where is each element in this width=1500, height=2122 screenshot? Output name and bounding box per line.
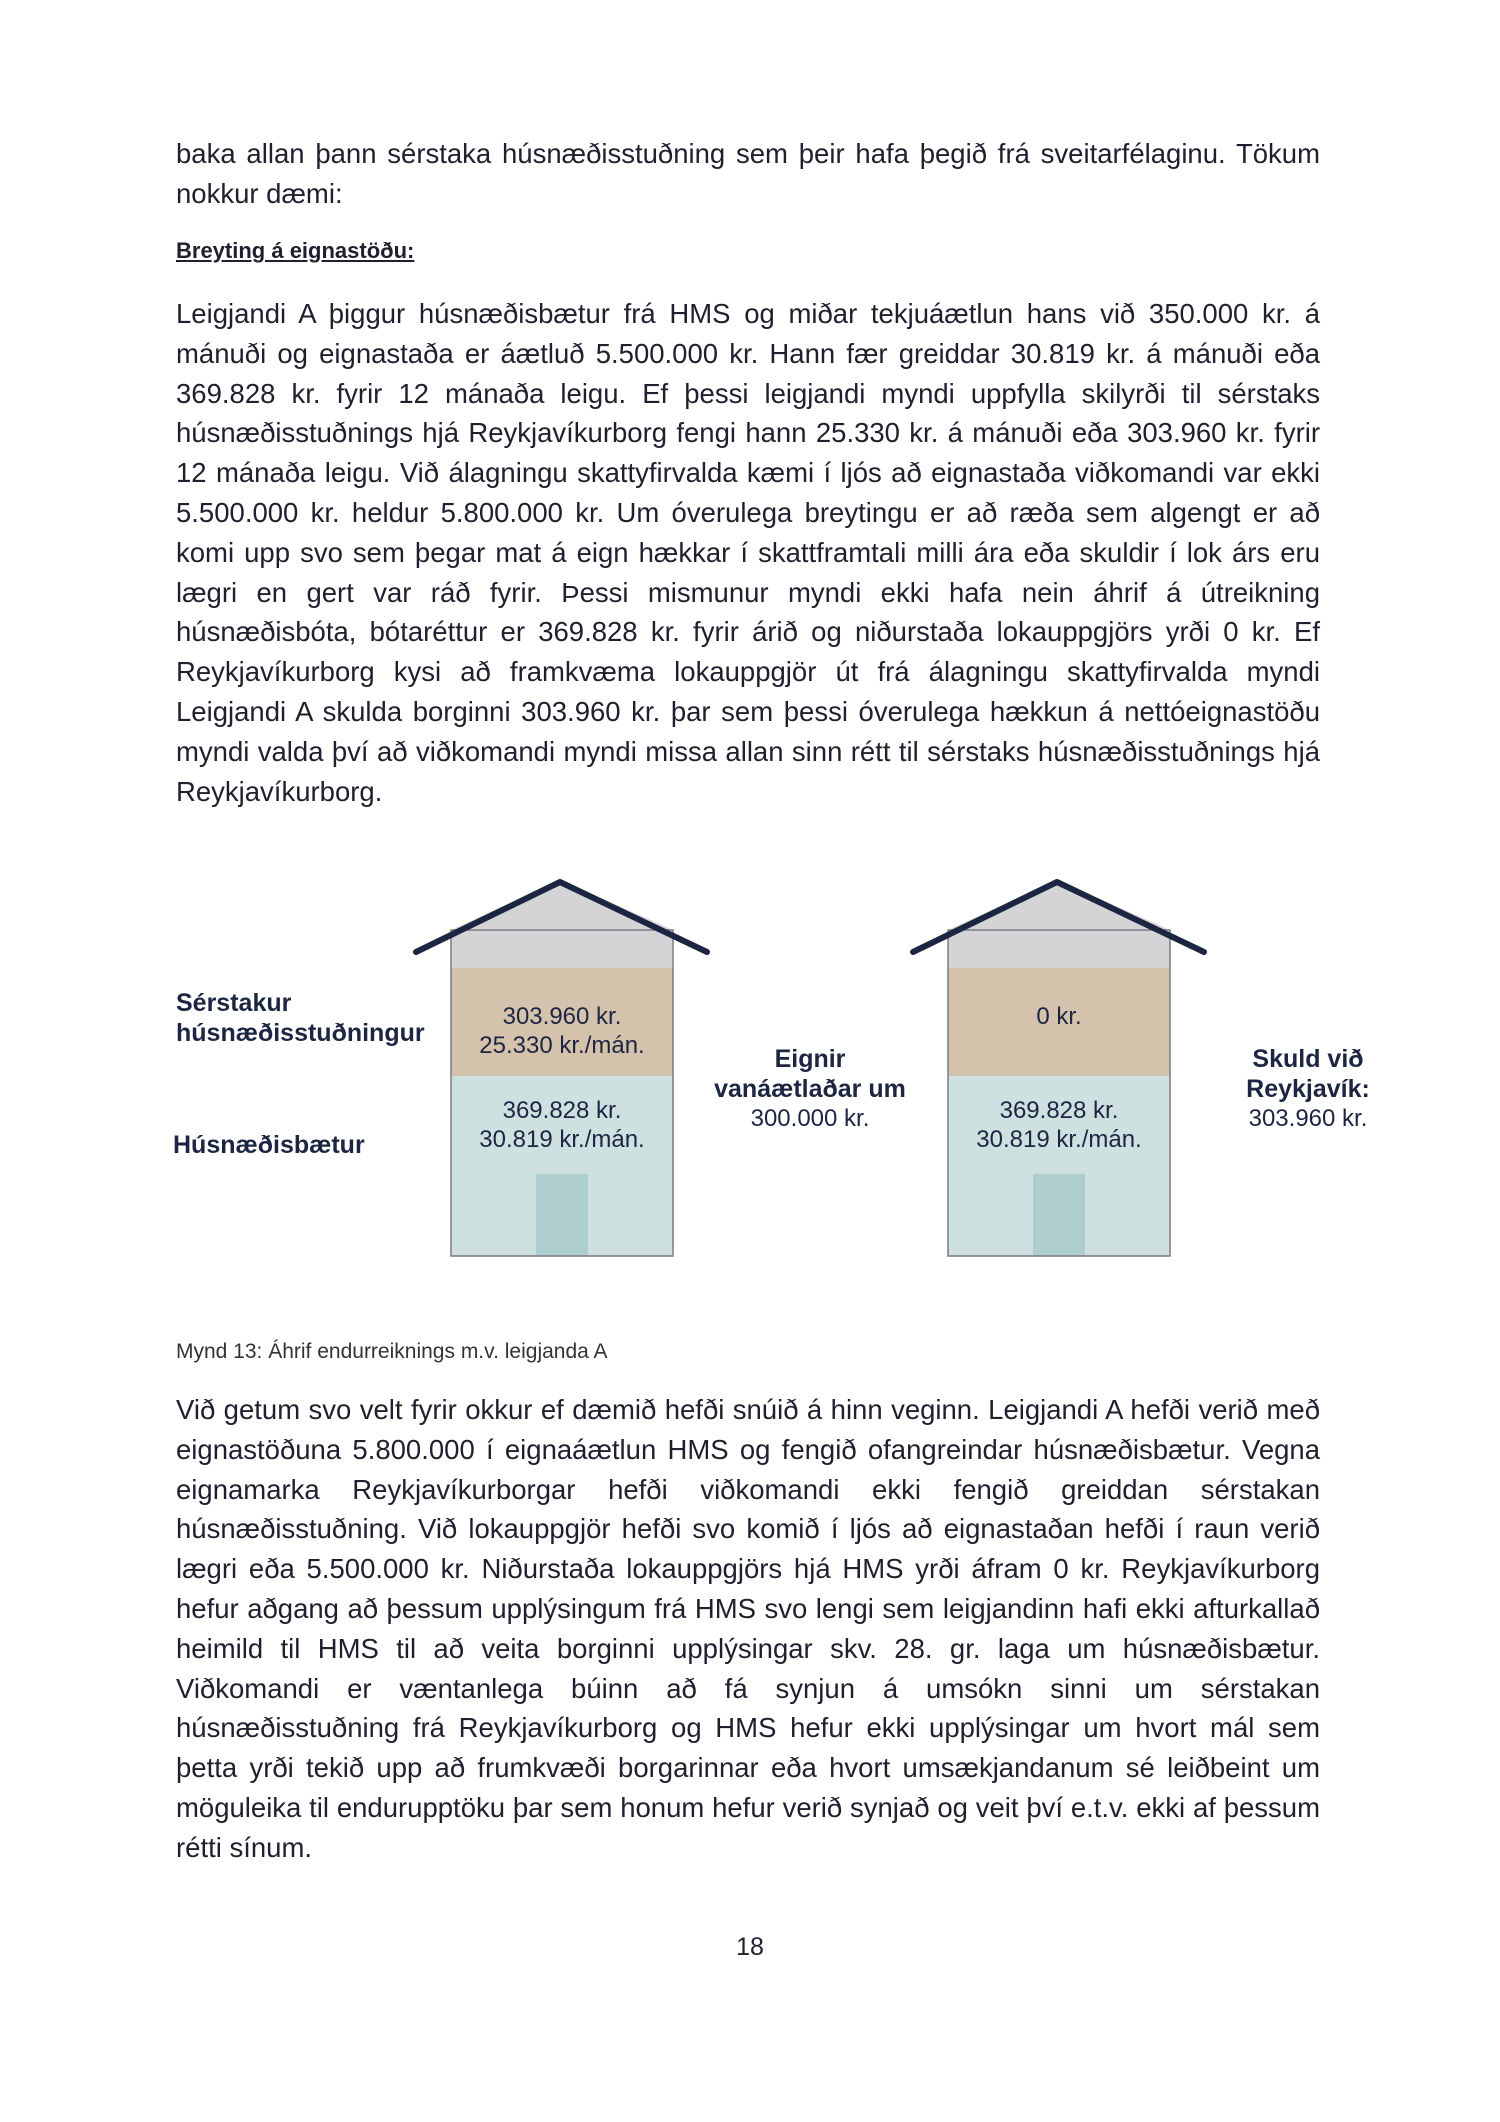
right-house (913, 880, 1204, 1256)
page-number: 18 (736, 1933, 764, 1961)
housing-benefits-label: Húsnæðisbætur (173, 1131, 365, 1159)
intro-paragraph: baka allan þann sérstaka húsnæðisstuðning sem þeir hafa þegið frá sveitarfélaginu. Tökum nokkur dæmi: (176, 138, 1320, 209)
right-house-door (1033, 1174, 1085, 1256)
figure-caption: Mynd 13: Áhrif endurreiknings m.v. leigjanda A (176, 1340, 608, 1363)
example-paragraph: Leigjandi A þiggur húsnæðisbætur frá HMS og miðar tekjuáætlun hans við 350.000 kr. á mánuði og eignastaða er áætluð 5.500.000 kr. Hann fær greiddar 30.819 kr. á mánuði eða 369.828 kr. fyrir 12 mánaða leigu. Ef þessi leigjandi myndi uppfylla skilyrði til sérstaks húsnæðisstuðnings hjá Reykjavíkurborg fengi hann 25.330 kr. á mánuði eða 303.960 kr. fyrir 12 mánaða leigu. Við álagningu skattyfirvalda kæmi í ljós að eignastaða viðkomandi var ekki 5.500.000 kr. heldur 5.800.000 kr. Um óverulega breytingu er að ræða sem algengt er að komi upp svo sem þegar mat á eign hækkar í skattframtali milli ára eða skuldir í lok árs eru lægri en gert var ráð fyrir. Þessi mismunur myndi ekki hafa nein áhrif á útreikning húsnæðisbóta, bótaréttur er 369.828 kr. fyrir árið og niðurstaða lokauppgjörs yrði 0 kr. Ef Reykjavíkurborg kysi að framkvæma lokauppgjör út frá álagningu skattyfirvalda myndi Leigjandi A skulda borginni 303.960 kr. þar sem þessi óverulega hækkun á nettóeignastöðu myndi valda því að viðkomandi myndi missa allan sinn rétt til sérstaks húsnæðisstuðnings hjá Reykjavíkurborg. (176, 298, 1320, 807)
right-house-attic (948, 880, 1170, 968)
debt-note: Skuld við Reykjavík: 303.960 kr. (1246, 1045, 1370, 1132)
left-house-door (536, 1174, 588, 1256)
second-paragraph: Við getum svo velt fyrir okkur ef dæmið hefði snúið á hinn veginn. Leigjandi A hefði verið með eignastöðuna 5.800.000 í eignaáætlun HMS og fengið ofangreindar húsnæðisbætur. Vegna eignamarka Reykjavíkurborgar hefði viðkomandi ekki fengið greiddan sérstakan húsnæðisstuðning. Við lokauppgjör hefði svo komið í ljós að eignastaðan hefði í raun verið lægri eða 5.500.000 kr. Niðurstaða lokauppgjörs hjá HMS yrði áfram 0 kr. Reykjavíkurborg hefur aðgang að þessum upplýsingum frá HMS svo lengi sem leigjandinn hafi ekki afturkallað heimild til HMS til að veita borginni upplýsingar skv. 28. gr. laga um húsnæðisbætur. Viðkomandi er væntanlega búinn að fá synjun á umsókn sinni um sérstakan húsnæðisstuðning frá Reykjavíkurborg og HMS hefur ekki upplýsingar um hvort mál sem þetta yrði tekið upp að frumkvæði borgarinnar eða hvort umsækjandanum sé leiðbeint um möguleika til endurupptöku þar sem honum hefur verið synjað og veit því e.t.v. ekki af þessum rétti sínum. (176, 1394, 1320, 1863)
left-house-bottom-values: 369.828 kr. 30.819 kr./mán. (479, 1097, 645, 1153)
left-house-attic (451, 880, 673, 968)
left-house-top-values: 303.960 kr. 25.330 kr./mán. (479, 1003, 645, 1059)
section-heading: Breyting á eignastöðu: (176, 238, 415, 263)
special-support-label: Sérstakur húsnæðisstuðningur (176, 989, 425, 1047)
right-house-top-values: 0 kr. (1036, 1003, 1082, 1030)
left-house (416, 880, 707, 1256)
right-house-bottom-values: 369.828 kr. 30.819 kr./mán. (976, 1097, 1142, 1153)
housing-figure (0, 860, 1500, 1280)
assets-underestimated-note: Eignir vanáætlaðar um 300.000 kr. (714, 1045, 906, 1132)
